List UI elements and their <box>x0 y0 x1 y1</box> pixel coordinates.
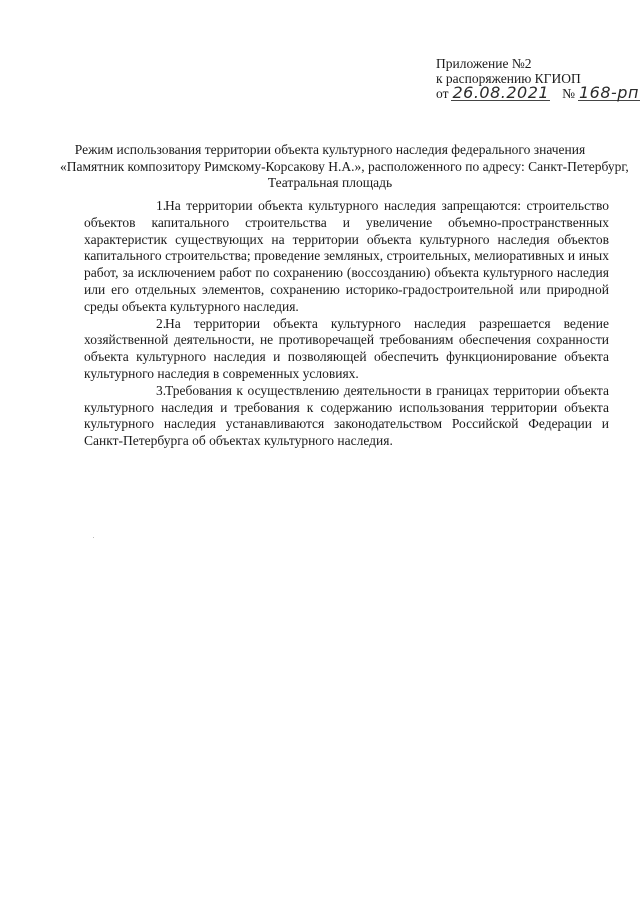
appendix-header <box>436 56 639 102</box>
paragraph-number: 1. <box>156 198 167 213</box>
paragraph-number: 2. <box>156 315 167 331</box>
title-line-3: Театральная площадь <box>267 175 393 190</box>
paragraph-text: На территории объекта культурного наследия запрещаются: строительство объектов капитального строительства и увеличение объемно-пространственных характеристик существующих на территории объекта культурного наследия объектов капитального строительства; проведение земляных, строительных, мелиоративных и иных работ, за исключением работ по сохранению (воссозданию) объекта культурного наследия или его отдельных элементов, сохранению историко-градостроительной или природной среды объекта культурного наследия. <box>84 198 609 314</box>
paragraph-text: Требования к осуществлению деятельности в границах территории объекта культурного наследия и требования к содержанию использования территории объекта культурного наследия устанавливаются законодательством Российской Федерации и Санкт-Петербурга об объектах культурного наследия. <box>84 382 609 449</box>
paragraph-1 <box>84 198 609 316</box>
date-prefix: от <box>436 86 449 101</box>
handwritten-number: 168-рп <box>578 83 639 102</box>
handwritten-date: 26.08.2021 <box>452 83 550 102</box>
scan-speck <box>93 537 94 538</box>
title-line-2: «Памятник композитору Римскому-Корсакову Н.А.», расположенного по адресу: Санкт-Петербург, <box>60 158 629 174</box>
number-sign: № <box>562 86 575 101</box>
appendix-date-line <box>436 83 639 102</box>
appendix-reference: к распоряжению КГИОП <box>436 71 581 86</box>
appendix-title: Приложение №2 <box>436 56 532 71</box>
paragraph-text: На территории объекта культурного наследия разрешается ведение хозяйственной деятельности, не противоречащей требованиям обеспечения сохранности объекта культурного наследия и позволяющей обеспечить функционирование объекта культурного наследия в современных условиях. <box>84 315 609 381</box>
paragraph-2 <box>84 316 609 383</box>
title-line-1: Режим использования территории объекта культурного наследия федерального значения <box>74 142 586 157</box>
paragraph-number: 3. <box>156 382 167 398</box>
document-title <box>60 142 629 192</box>
document-body <box>84 198 609 450</box>
paragraph-3 <box>84 383 609 450</box>
